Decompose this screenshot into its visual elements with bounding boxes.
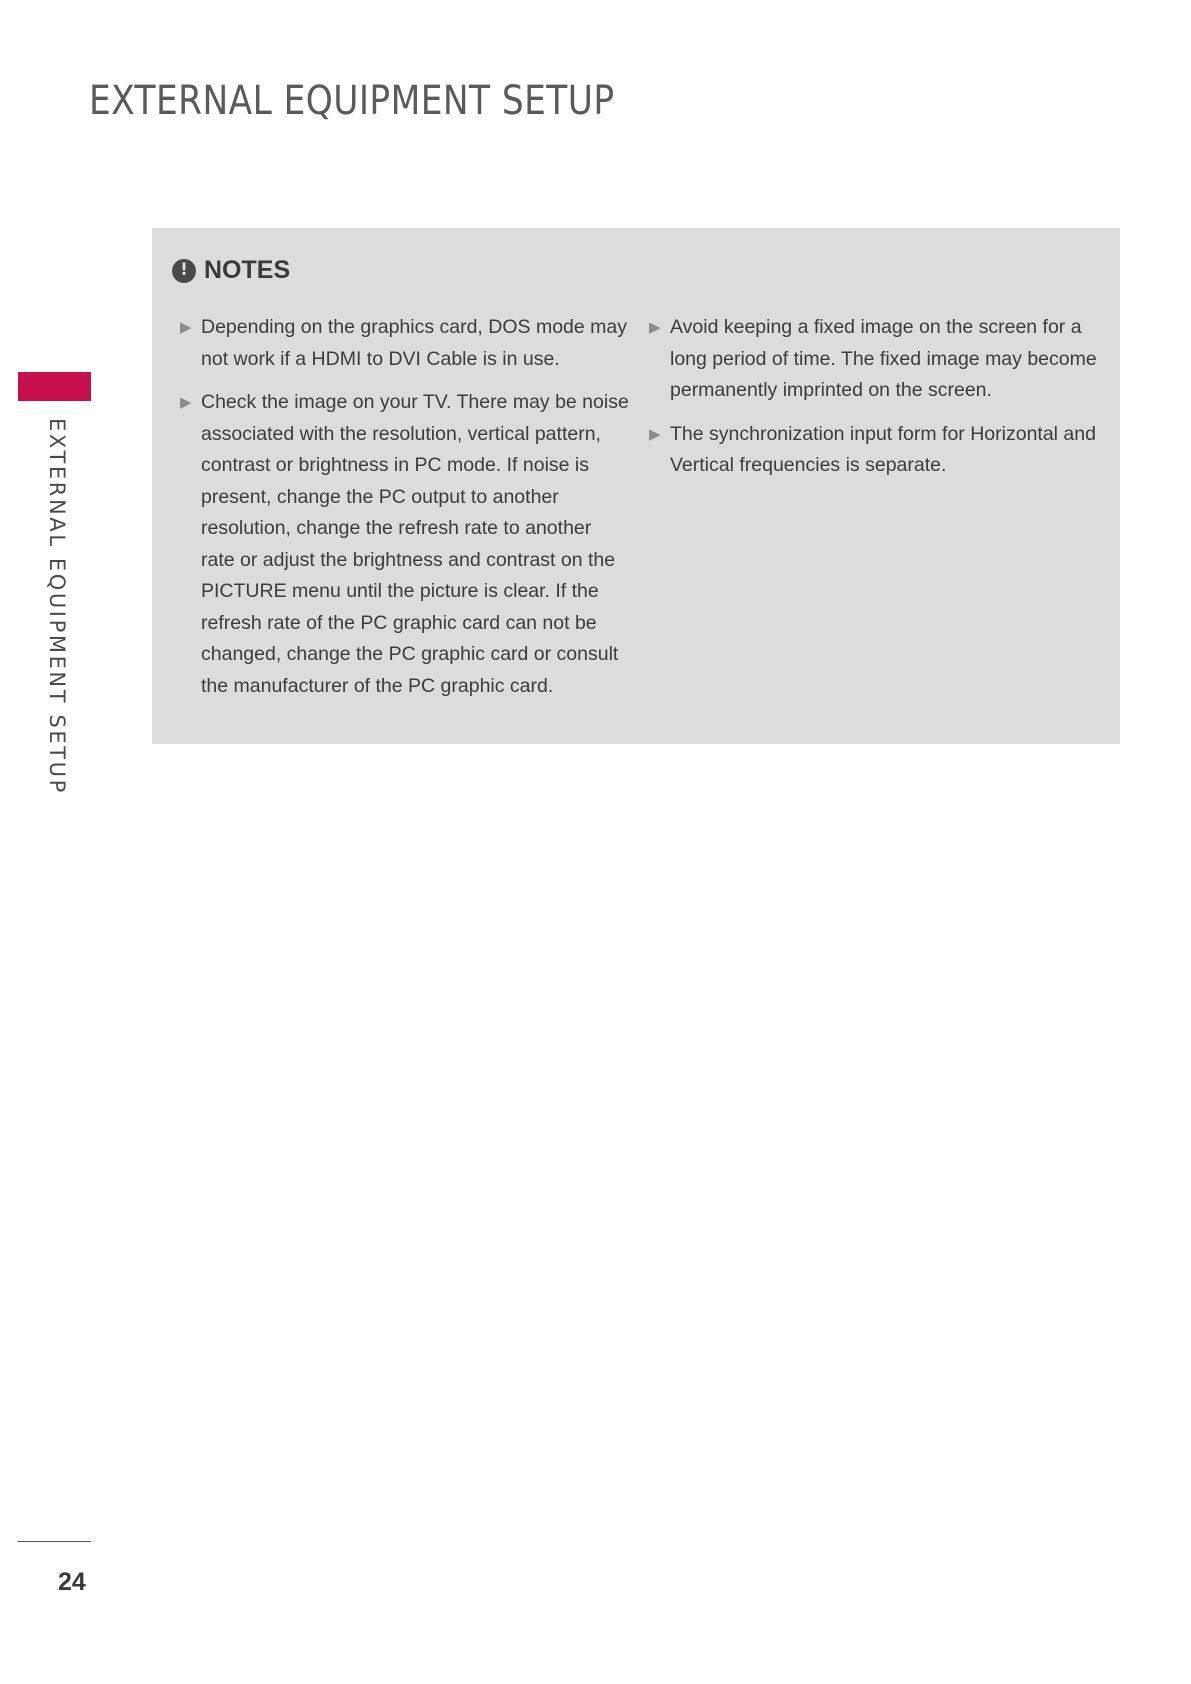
notes-header	[172, 256, 290, 285]
side-section-label: EXTERNAL EQUIPMENT SETUP	[45, 418, 69, 795]
exclamation-icon: !	[172, 259, 196, 283]
footer-rule	[18, 1541, 91, 1542]
note-item	[180, 312, 630, 375]
note-item	[649, 419, 1101, 482]
note-text: Avoid keeping a fixed image on the screen for a long period of time. The fixed image may become permanently imprinted on the screen.	[670, 316, 1097, 401]
notes-box	[152, 228, 1120, 744]
note-text: Depending on the graphics card, DOS mode may not work if a HDMI to DVI Cable is in use.	[201, 316, 627, 370]
triangle-bullet-icon: ▶	[180, 319, 192, 336]
page-title: EXTERNAL EQUIPMENT SETUP	[89, 78, 615, 124]
notes-left-column	[180, 312, 630, 714]
page-number: 24	[58, 1568, 86, 1596]
note-text: The synchronization input form for Horizontal and Vertical frequencies is separate.	[670, 422, 1096, 476]
triangle-bullet-icon: ▶	[180, 394, 192, 411]
note-item	[649, 312, 1101, 407]
notes-right-column	[649, 312, 1101, 494]
section-tab-marker	[18, 372, 91, 401]
triangle-bullet-icon: ▶	[649, 319, 661, 336]
triangle-bullet-icon: ▶	[649, 425, 661, 443]
note-text: Check the image on your TV. There may be noise associated with the resolution, vertical pattern, contrast or brightness in PC mode. If noise is present, change the PC output to another resolution, change the refresh rate to another rate or adjust the brightness and contrast on the PICTURE menu until the picture is clear. If the refresh rate of the PC graphic card can not be changed, change the PC graphic card or consult the manufacturer of the PC graphic card.	[201, 391, 629, 697]
notes-title: NOTES	[204, 256, 291, 284]
note-item	[180, 387, 630, 702]
